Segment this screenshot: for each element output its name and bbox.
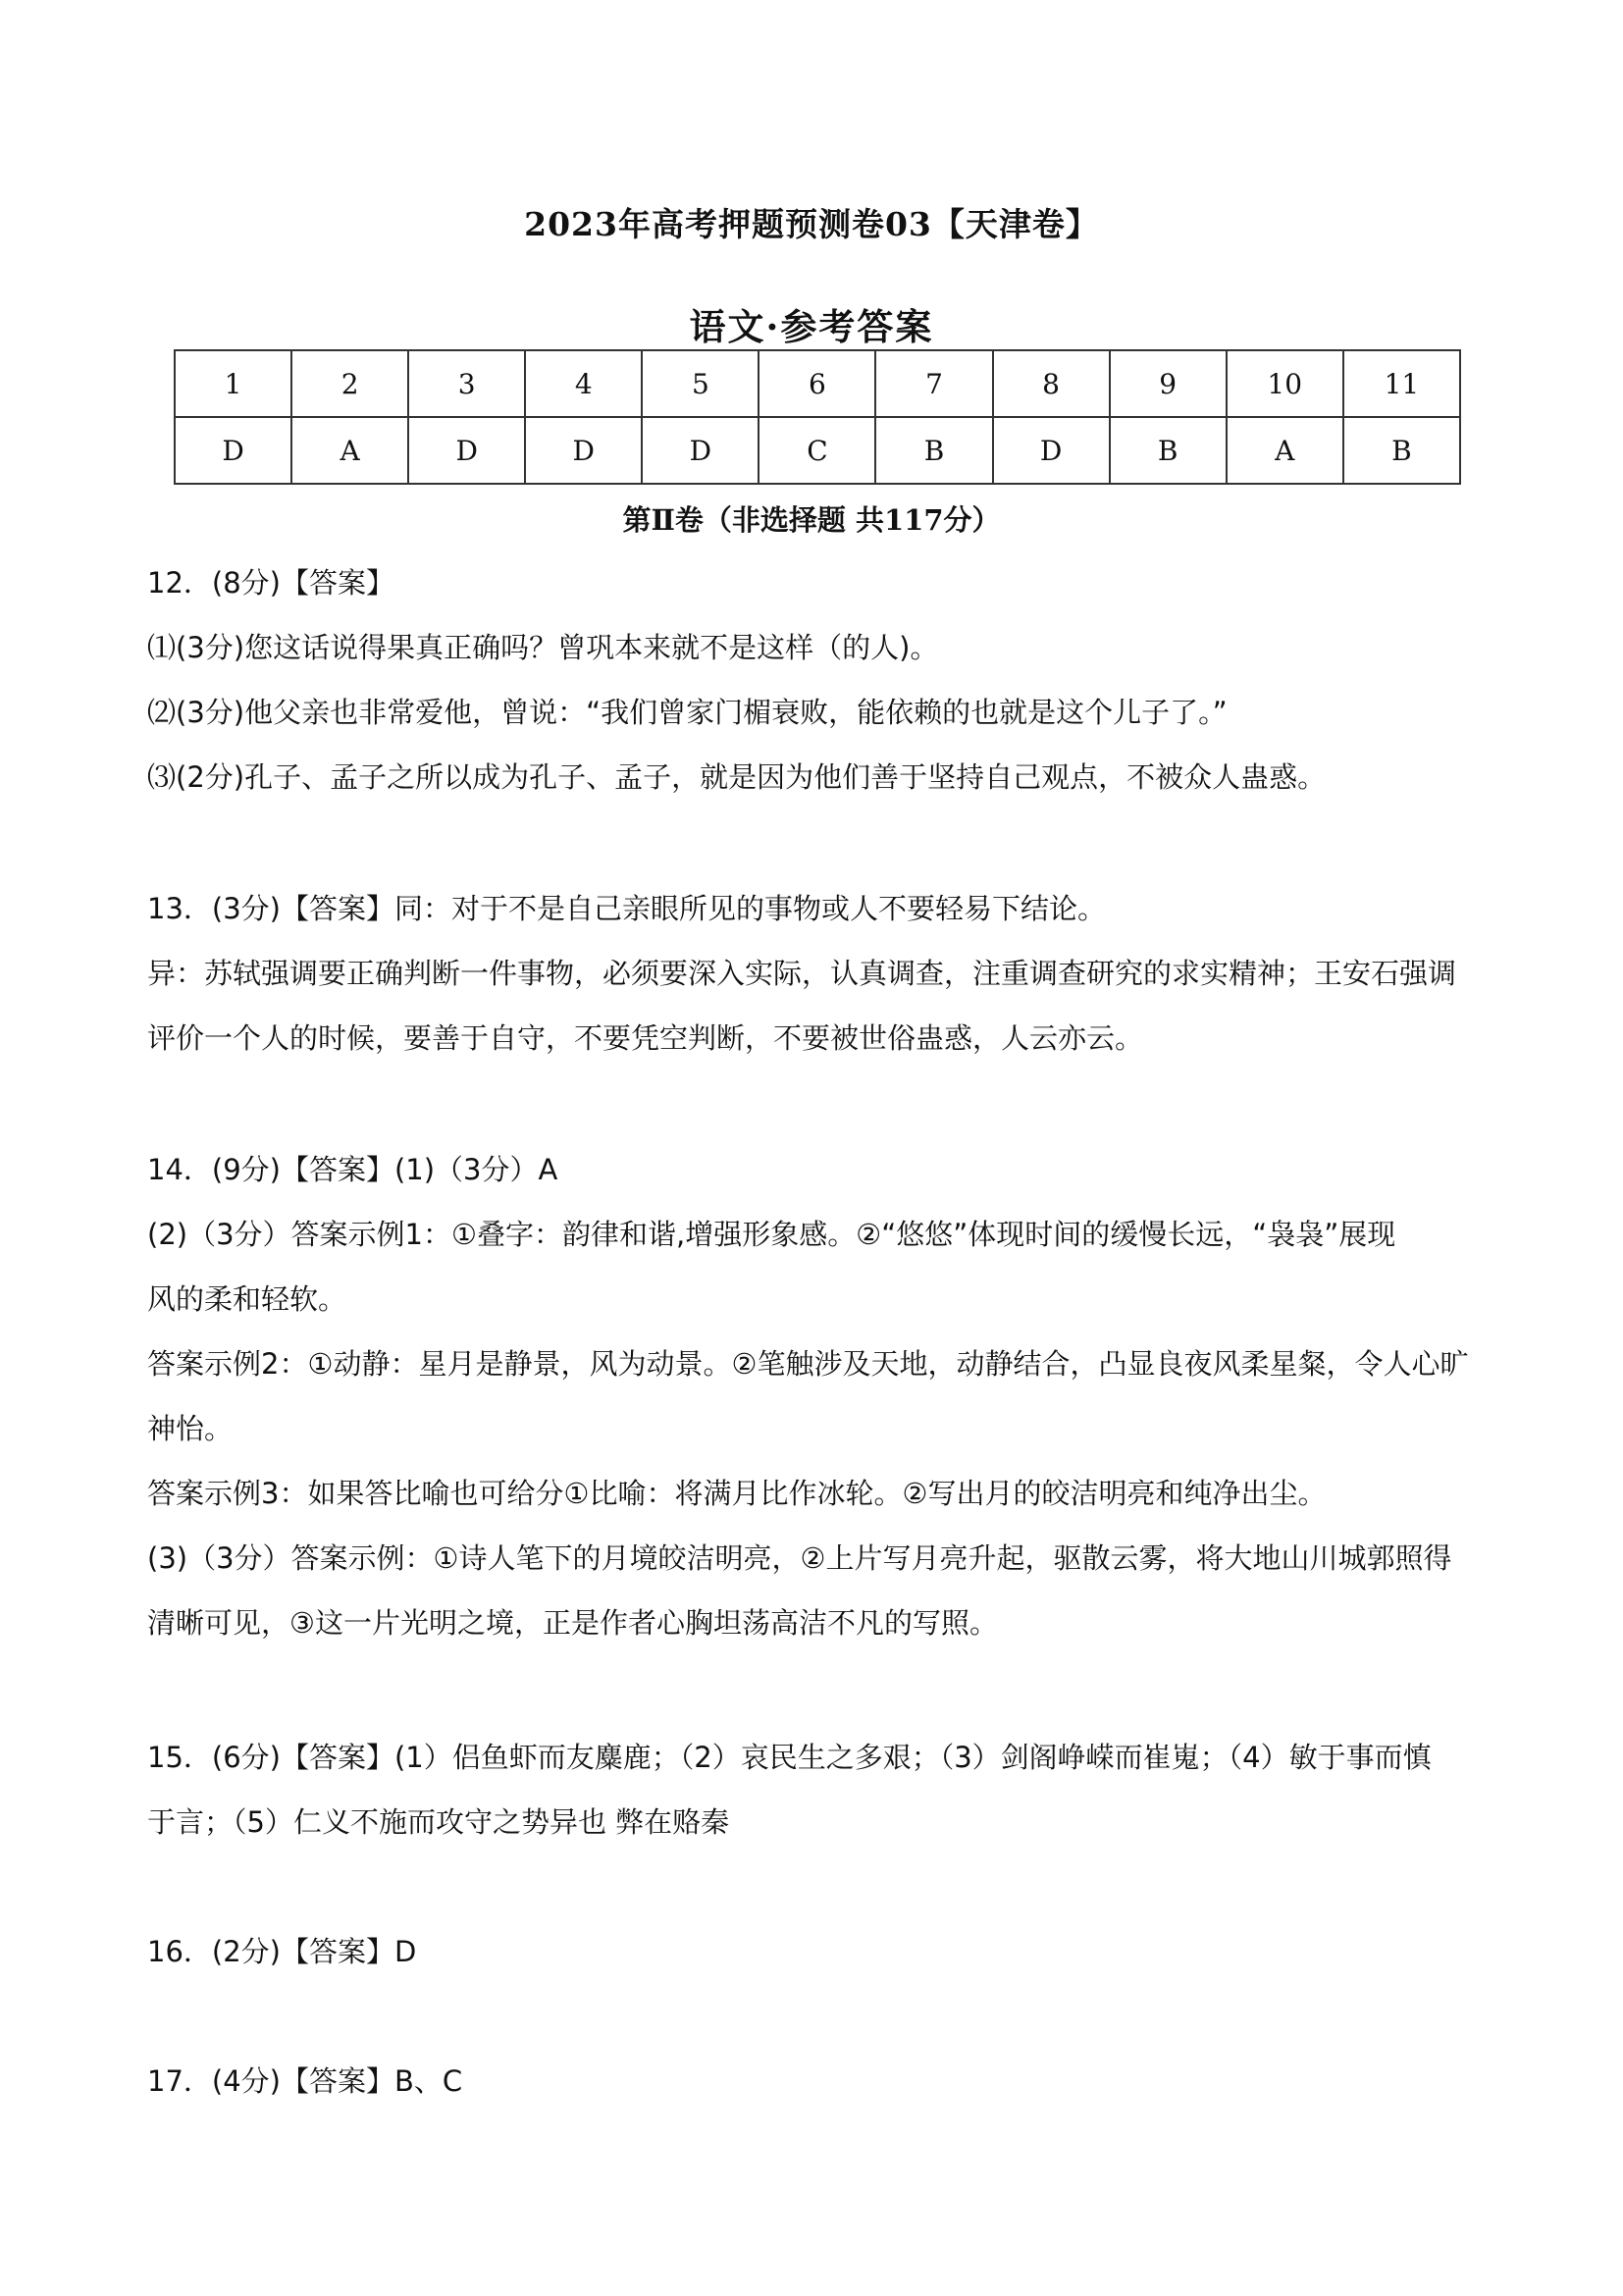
answer-line: ⑵(3分)他父亲也非常爱他，曾说：“我们曾家门楣衰败，能依赖的也就是这个儿子了。” [147,696,1228,729]
table-cell: B [875,417,992,484]
table-cell: 5 [642,350,759,417]
table-cell: D [408,417,525,484]
answer-line: 风的柔和轻软。 [147,1282,347,1316]
answer-line: 于言；（5）仁义不施而攻守之势异也 弊在赂秦 [147,1805,730,1839]
table-cell: A [291,417,408,484]
question-14-answer [147,1148,1492,1644]
question-header: 12．(8分)【答案】 [147,566,394,600]
answer-line: 异：苏轼强调要正确判断一件事物，必须要深入实际，认真调查，注重调查研究的求实精神；王安石强调 [147,957,1457,990]
table-cell: 4 [525,350,642,417]
table-cell: B [1343,417,1460,484]
exam-title: 2023年高考押题预测卷03【天津卷】 [524,205,1099,243]
answer-line: 答案示例2：①动静：星月是静景，风为动景。②笔触涉及天地，动静结合，凸显良夜风柔星粲，令人心旷 [147,1347,1469,1381]
answer-line: (3)（3分）答案示例：①诗人笔下的月境皎洁明亮，②上片写月亮升起，驱散云雾，将大地山川城郭照得 [147,1541,1452,1575]
question-header: 16．(2分)【答案】D [147,1935,417,1968]
question-number-row [175,350,1460,417]
question-header: 17．(4分)【答案】B、C [147,2064,463,2098]
section-heading: 第Ⅱ卷（非选择题 共117分） [622,503,1001,537]
question-12-answer [147,561,1492,799]
table-cell: 7 [875,350,992,417]
answer-line: 答案示例3：如果答比喻也可给分①比喻：将满月比作冰轮。②写出月的皎洁明亮和纯净出尘。 [147,1477,1327,1510]
answer-line: ⑶(2分)孔子、孟子之所以成为孔子、孟子，就是因为他们善于坚持自己观点，不被众人蛊惑。 [147,760,1327,794]
answer-line: ⑴(3分)您这话说得果真正确吗？曾巩本来就不是这样（的人)。 [147,631,939,664]
question-16-answer [147,1930,1492,1973]
exam-subtitle: 语文·参考答案 [689,305,934,348]
table-cell: 11 [1343,350,1460,417]
question-header: 13．(3分)【答案】同：对于不是自己亲眼所见的事物或人不要轻易下结论。 [147,892,1106,925]
table-cell: 1 [175,350,291,417]
table-cell: C [759,417,875,484]
table-cell: 2 [291,350,408,417]
answer-line: 评价一个人的时候，要善于自守，不要凭空判断，不要被世俗蛊惑，人云亦云。 [147,1021,1144,1055]
table-cell: 10 [1227,350,1343,417]
answer-line: 神怡。 [147,1412,234,1445]
answer-row [175,417,1460,484]
table-cell: 6 [759,350,875,417]
table-cell: D [525,417,642,484]
question-15-answer [147,1736,1492,1844]
table-cell: A [1227,417,1343,484]
answer-line: 清晰可见，③这一片光明之境，正是作者心胸坦荡高洁不凡的写照。 [147,1606,998,1640]
answer-key-table [174,349,1461,485]
table-cell: B [1110,417,1227,484]
question-17-answer [147,2060,1492,2103]
table-cell: 9 [1110,350,1227,417]
answer-line: (2)（3分）答案示例1：①叠字：韵律和谐,增强形象感。②“悠悠”体现时间的缓慢长远，“袅袅”展现 [147,1218,1396,1251]
table-cell: D [642,417,759,484]
question-header: 14．(9分)【答案】(1)（3分）A [147,1153,558,1186]
table-cell: D [993,417,1110,484]
question-header: 15．(6分)【答案】(1）侣鱼虾而友麋鹿；（2）哀民生之多艰；（3）剑阁峥嵘而崔嵬；（4）敏于事而慎 [147,1741,1432,1774]
question-13-answer [147,887,1492,1060]
table-cell: 3 [408,350,525,417]
table-cell: D [175,417,291,484]
table-cell: 8 [993,350,1110,417]
